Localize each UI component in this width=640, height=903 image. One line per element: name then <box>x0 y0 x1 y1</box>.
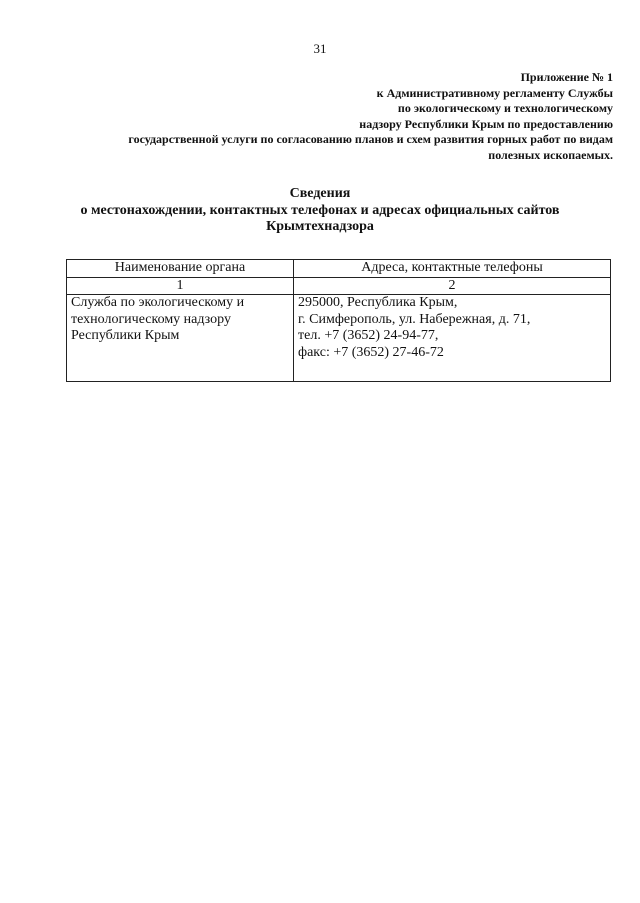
column-number-1: 1 <box>67 277 294 295</box>
heading-title: Сведения <box>289 186 351 201</box>
contacts-table <box>66 259 611 382</box>
table-header-row <box>67 260 611 278</box>
column-header-organ: Наименование органа <box>67 260 294 278</box>
organ-line: Республики Крым <box>71 328 180 343</box>
appendix-line: Приложение № 1 <box>520 70 613 84</box>
table-number-row <box>67 277 611 295</box>
appendix-line: государственной услуги по согласованию планов и схем развития горных работ по видам <box>128 132 613 147</box>
page-number: 31 <box>313 41 327 56</box>
heading-subtitle: о местонахождении, контактных телефонах и адресах официальных сайтов <box>80 202 560 218</box>
appendix-line: полезных ископаемых. <box>488 147 613 162</box>
table-row <box>67 295 611 382</box>
column-header-contacts: Адреса, контактные телефоны <box>294 260 611 278</box>
fax-line: факс: +7 (3652) 27-46-72 <box>298 344 444 360</box>
contacts-cell <box>294 295 611 382</box>
organ-line: Служба по экологическому и <box>71 295 245 310</box>
appendix-line: надзору Республики Крым по предоставлению <box>359 116 613 131</box>
address-line: 295000, Республика Крым, <box>298 295 458 310</box>
address-line: г. Симферополь, ул. Набережная, д. 71, <box>298 311 531 327</box>
organ-line: технологическому надзору <box>71 311 231 327</box>
document-heading <box>0 186 640 236</box>
appendix-line: по экологическому и технологическому <box>397 101 613 116</box>
appendix-line: к Административному регламенту Службы <box>376 85 613 100</box>
column-number-2: 2 <box>294 277 611 295</box>
heading-organization: Крымтехнадзора <box>266 219 374 234</box>
phone-line: тел. +7 (3652) 24-94-77, <box>298 328 439 343</box>
appendix-block <box>53 70 613 164</box>
organ-cell <box>67 295 294 382</box>
